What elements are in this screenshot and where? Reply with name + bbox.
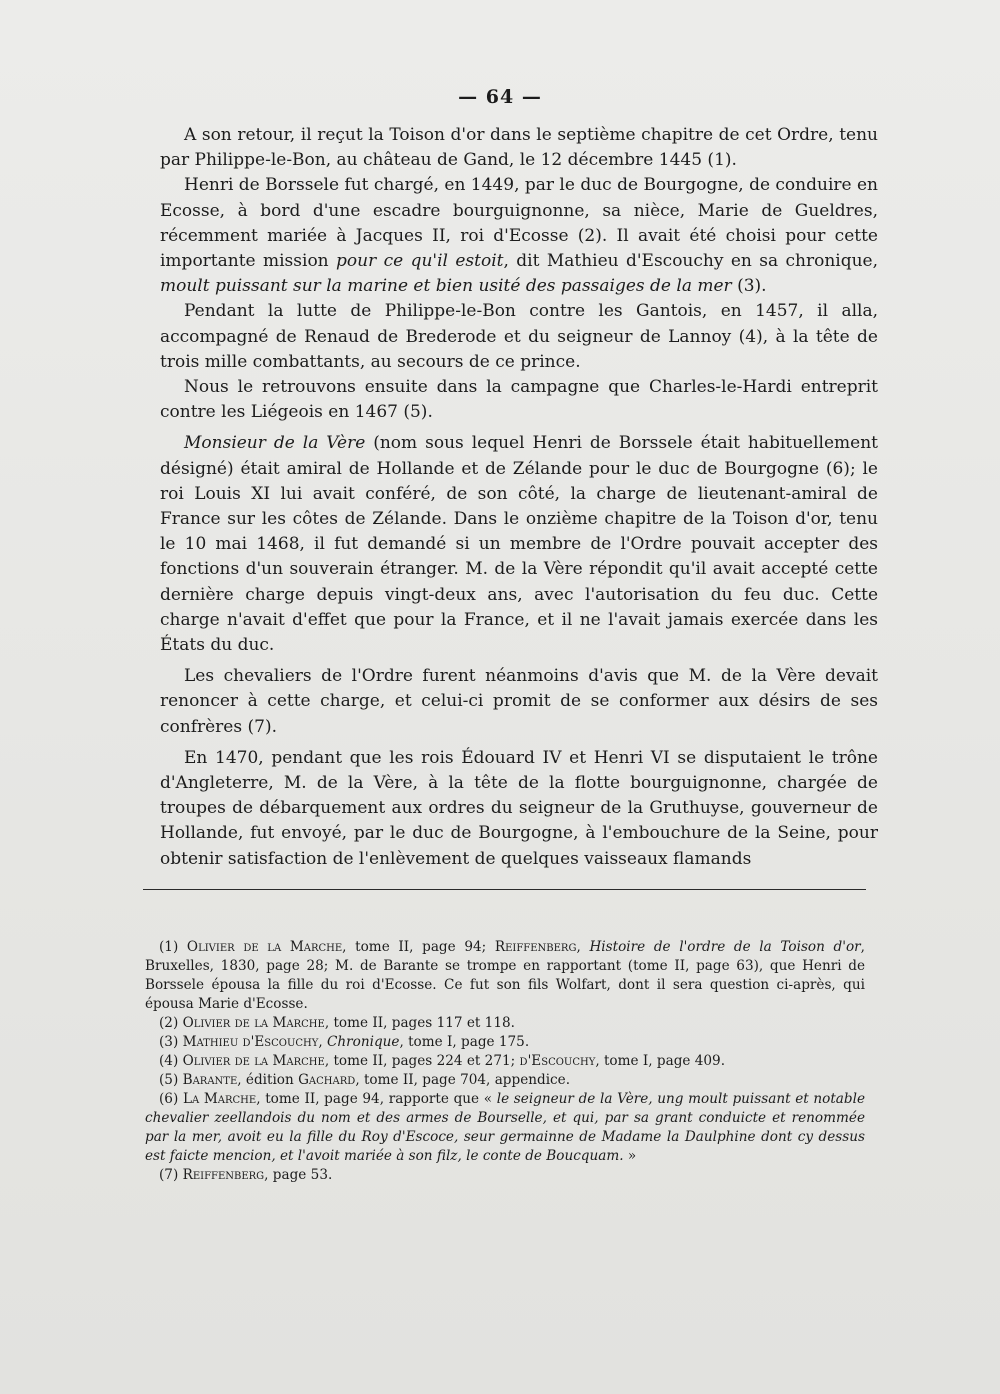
footnote <box>145 1014 865 1033</box>
author-name: d'Escouchy <box>519 1053 596 1069</box>
italic-text: pour ce qu'il estoit <box>336 251 504 272</box>
italic-text: moult puissant sur la marine et bien usité des passaiges de la mer <box>160 276 732 297</box>
footnote-divider <box>143 889 866 890</box>
body-text <box>160 123 878 872</box>
text-segment: (1) <box>159 939 187 955</box>
text-segment: (5) <box>159 1072 183 1088</box>
text-segment: , édition <box>237 1072 299 1088</box>
italic-text: le seigneur de la Vère, ung moult puissant et notable chevalier zeellandois du nom et des armes de Bourselle, et qui, par sa grant conduicte et renommée par la mer, avoit eu la fille du Roy d'Escoce, seur germainne de Madame la Daulphine dont cy dessus est faicte mencion, et l'avoit mariée à son filz, le conte de Boucquam. <box>145 1091 866 1164</box>
text-segment: » <box>623 1148 637 1164</box>
text-segment: En 1470, pendant que les rois Édouard IV et Henri VI se disputaient le trône d'Angleterre, M. de la Vère, à la tête de la flotte bourguignonne, chargée de troupes de débarquement aux ordres du seigneur de la Gruthuyse, gouverneur de Hollande, fut envoyé, par le duc de Bourgogne, à l'embouchure de la Seine, pour obtenir satisfaction de l'enlèvement de quelques vaisseaux flamands <box>160 747 878 869</box>
author-name: Reiffenberg <box>182 1167 265 1183</box>
footnote <box>145 1033 865 1052</box>
footnotes <box>145 938 865 1185</box>
text-segment: Les chevaliers de l'Ordre furent néanmoins d'avis que M. de la Vère devait renoncer à cette charge, et celui-ci promit de se conformer aux désirs de ses confrères (7). <box>160 666 878 737</box>
text-segment: (2) <box>159 1015 183 1031</box>
author-name: Gachard <box>298 1072 356 1088</box>
body-paragraph <box>160 375 878 425</box>
body-paragraph <box>160 431 878 658</box>
text-segment: (nom sous lequel Henri de Borssele était habituellement désigné) était amiral de Hollande et de Zélande pour le duc de Bourgogne (6); le roi Louis XI lui avait conféré, de son côté, la charge de lieutenant-amiral de France sur les côtes de Zélande. Dans le onzième chapitre de la Toison d'or, tenu le 10 mai 1468, il fut demandé si un membre de l'Ordre pouvait accepter des fonctions d'un souverain étranger. M. de la Vère répondit qu'il avait accepté cette dernière charge depuis vingt-deux ans, avec l'autorisation du feu duc. Cette charge n'avait d'effet que pour la France, et il ne l'avait jamais exercée dans les États du duc. <box>160 433 879 656</box>
text-segment: , tome I, page 175. <box>399 1034 530 1050</box>
italic-text: Monsieur de la Vère <box>184 433 366 454</box>
author-name: Mathieu d'Escouchy <box>182 1034 319 1050</box>
text-segment: , <box>318 1034 327 1050</box>
author-name: Reiffenberg <box>494 939 577 955</box>
footnote <box>145 1071 865 1090</box>
text-segment: , tome II, page 704, appendice. <box>355 1072 571 1088</box>
page-number: — 64 — <box>458 86 542 108</box>
text-segment: Nous le retrouvons ensuite dans la campagne que Charles-le-Hardi entreprit contre les Liégeois en 1467 (5). <box>160 377 878 423</box>
text-segment: (3). <box>731 276 767 297</box>
body-paragraph <box>160 299 878 375</box>
italic-text: Chronique <box>327 1034 400 1050</box>
text-segment: (4) <box>159 1053 183 1069</box>
body-paragraph <box>160 664 878 740</box>
author-name: La Marche <box>182 1091 257 1107</box>
body-paragraph <box>160 123 878 173</box>
author-name: Olivier de la Marche <box>182 1015 325 1031</box>
text-segment: Pendant la lutte de Philippe-le-Bon contre les Gantois, en 1457, il alla, accompagné de Renaud de Brederode et du seigneur de Lannoy (4), à la tête de trois mille combattants, au secours de ce prince. <box>160 301 878 372</box>
text-segment: , dit Mathieu d'Escouchy en sa chronique, <box>503 251 879 272</box>
text-segment: (7) <box>159 1167 183 1183</box>
author-name: Olivier de la Marche <box>186 939 343 955</box>
text-segment: , tome II, pages 117 et 118. <box>324 1015 515 1031</box>
footnote <box>145 1090 865 1166</box>
author-name: Barante <box>182 1072 238 1088</box>
text-segment: , tome I, page 409. <box>595 1053 726 1069</box>
text-segment: , tome II, page 94, rapporte que « <box>256 1091 497 1107</box>
text-segment: Henri de Borssele fut chargé, en 1449, par le duc de Bourgogne, de conduire en Ecosse, à bord d'une escadre bourguignonne, sa nièce, Marie de Gueldres, récemment mariée à Jacques II, roi d'Ecosse (2). Il avait été choisi pour cette importante mission <box>160 175 878 272</box>
text-segment: , <box>576 939 590 955</box>
body-paragraph <box>160 746 878 872</box>
text-segment: , tome II, pages 224 et 271; <box>324 1053 520 1069</box>
footnote <box>145 938 865 1014</box>
text-segment: (3) <box>159 1034 183 1050</box>
italic-text: Histoire de l'ordre de la Toison d'or <box>589 939 861 955</box>
text-segment: , page 53. <box>264 1167 333 1183</box>
footnote <box>145 1166 865 1185</box>
text-segment: A son retour, il reçut la Toison d'or dans le septième chapitre de cet Ordre, tenu par Philippe-le-Bon, au château de Gand, le 12 décembre 1445 (1). <box>160 125 878 171</box>
author-name: Olivier de la Marche <box>182 1053 325 1069</box>
footnote <box>145 1052 865 1071</box>
text-segment: (6) <box>159 1091 183 1107</box>
body-paragraph <box>160 173 878 299</box>
text-segment: , tome II, page 94; <box>342 939 495 955</box>
text-segment: , Bruxelles, 1830, page 28; M. de Barante se trompe en rapportant (tome II, page 63), que Henri de Borssele épousa la fille du roi d'Ecosse. Ce fut son fils Wolfart, dont il sera question ci-après, qui épousa Marie d'Ecosse. <box>145 939 865 1012</box>
